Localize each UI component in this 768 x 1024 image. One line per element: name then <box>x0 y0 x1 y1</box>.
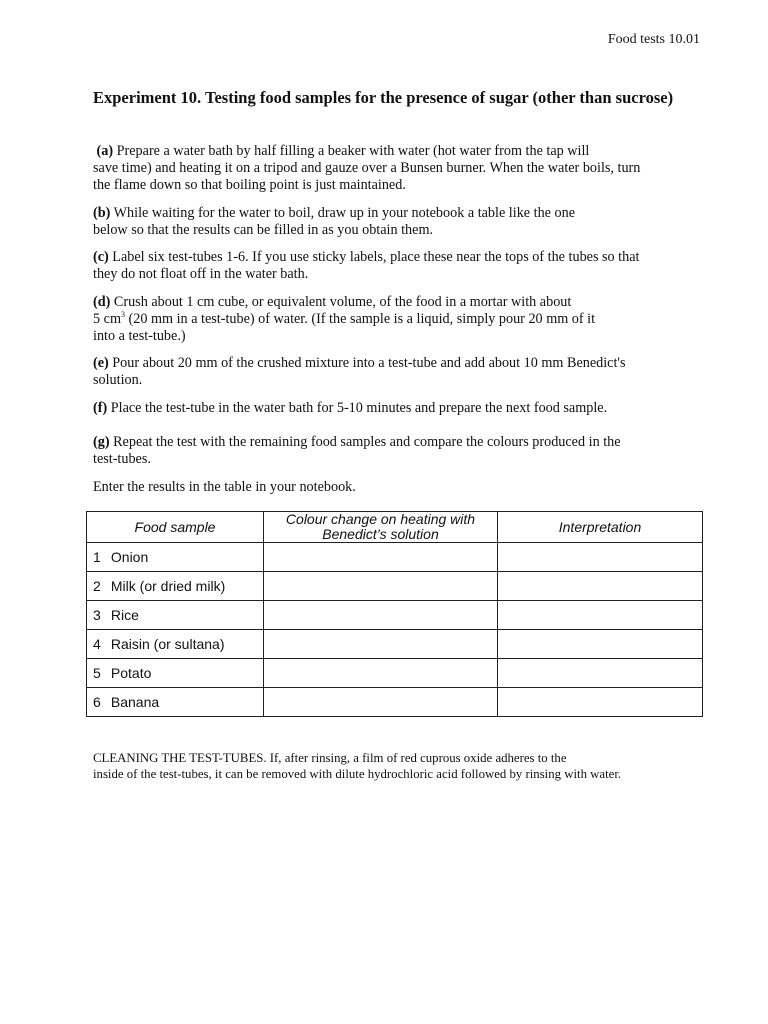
food-name: Onion <box>110 549 149 565</box>
row-number: 2 <box>93 578 101 594</box>
table-row <box>87 688 703 717</box>
interpretation-cell <box>498 659 703 688</box>
table-row <box>87 601 703 630</box>
step-g-line1: Repeat the test with the remaining food samples and compare the colours produced in the <box>113 434 621 450</box>
colour-cell <box>264 601 498 630</box>
food-name: Milk (or dried milk) <box>110 578 226 594</box>
step-g-line2: test-tubes. <box>93 451 151 467</box>
food-cell <box>87 630 264 659</box>
step-c-line2: they do not float off in the water bath. <box>93 266 309 282</box>
interpretation-cell <box>498 688 703 717</box>
step-a-line1: Prepare a water bath by half filling a beaker with water (hot water from the tap will <box>116 143 590 159</box>
food-name: Raisin (or sultana) <box>110 636 225 652</box>
step-b <box>93 205 708 239</box>
row-number: 1 <box>93 549 101 565</box>
table-row <box>87 543 703 572</box>
food-cell <box>87 601 264 630</box>
header-colour-change <box>264 512 498 543</box>
results-table <box>86 511 703 717</box>
step-a <box>93 143 708 194</box>
step-a-line3: the flame down so that boiling point is just maintained. <box>93 177 406 193</box>
step-c <box>93 249 708 283</box>
food-name: Potato <box>110 665 152 681</box>
row-number: 3 <box>93 607 101 623</box>
food-cell <box>87 543 264 572</box>
page-header-ref: Food tests 10.01 <box>607 32 700 47</box>
step-e-label: (e) <box>93 355 109 371</box>
step-d-line1: Crush about 1 cm cube, or equivalent volume, of the food in a mortar with about <box>113 294 572 310</box>
step-c-label: (c) <box>93 249 109 265</box>
step-a-label: (a) <box>96 143 114 159</box>
step-e-line1: Pour about 20 mm of the crushed mixture into a test-tube and add about 10 mm Benedict's <box>112 355 626 371</box>
colour-cell <box>264 572 498 601</box>
cleaning-note <box>93 750 713 782</box>
row-number: 5 <box>93 665 101 681</box>
table-row <box>87 630 703 659</box>
food-cell <box>87 572 264 601</box>
row-number: 6 <box>93 694 101 710</box>
step-f <box>93 400 708 417</box>
interpretation-cell <box>498 601 703 630</box>
header-food-sample: Food sample <box>87 512 264 543</box>
step-d-superscript: 3 <box>120 310 125 319</box>
interpretation-cell <box>498 630 703 659</box>
table-header-row <box>87 512 703 543</box>
step-b-line1: While waiting for the water to boil, draw up in your notebook a table like the one <box>113 205 575 221</box>
step-f-line1: Place the test-tube in the water bath for 5-10 minutes and prepare the next food sample. <box>110 400 608 416</box>
colour-cell <box>264 659 498 688</box>
enter-results-instruction: Enter the results in the table in your notebook. <box>93 479 356 495</box>
step-d-line2-post: (20 mm in a test-tube) of water. (If the sample is a liquid, simply pour 20 mm of it <box>124 311 596 327</box>
header-interpretation: Interpretation <box>498 512 703 543</box>
table-row <box>87 659 703 688</box>
step-b-line2: below so that the results can be filled in as you obtain them. <box>93 222 434 238</box>
interpretation-cell <box>498 543 703 572</box>
interpretation-cell <box>498 572 703 601</box>
header-colour-line1: Colour change on heating with <box>285 511 476 527</box>
step-d-line2-pre: 5 cm <box>93 311 121 327</box>
food-cell <box>87 688 264 717</box>
step-e <box>93 355 708 389</box>
step-d-label: (d) <box>93 294 111 310</box>
colour-cell <box>264 688 498 717</box>
cleaning-line2: inside of the test-tubes, it can be removed with dilute hydrochloric acid followed by rinsing with water. <box>93 767 622 781</box>
food-name: Rice <box>110 607 139 623</box>
step-g <box>93 434 708 468</box>
step-e-line2: solution. <box>93 372 143 388</box>
step-f-label: (f) <box>93 400 108 416</box>
step-b-label: (b) <box>93 205 111 221</box>
step-d <box>93 294 708 345</box>
cleaning-line1: CLEANING THE TEST-TUBES. If, after rinsing, a film of red cuprous oxide adheres to the <box>93 751 567 765</box>
step-c-line1: Label six test-tubes 1-6. If you use sticky labels, place these near the tops of the tubes so that <box>112 249 640 265</box>
colour-cell <box>264 630 498 659</box>
table-row <box>87 572 703 601</box>
row-number: 4 <box>93 636 101 652</box>
header-colour-line2: Benedict’s solution <box>322 526 439 542</box>
page-title: Experiment 10. Testing food samples for the presence of sugar (other than sucrose) <box>93 88 674 107</box>
food-cell <box>87 659 264 688</box>
step-d-line3: into a test-tube.) <box>93 328 186 344</box>
food-name: Banana <box>110 694 160 710</box>
step-g-label: (g) <box>93 434 110 450</box>
step-a-line2: save time) and heating it on a tripod and gauze over a Bunsen burner. When the water boils, turn <box>93 160 641 176</box>
colour-cell <box>264 543 498 572</box>
